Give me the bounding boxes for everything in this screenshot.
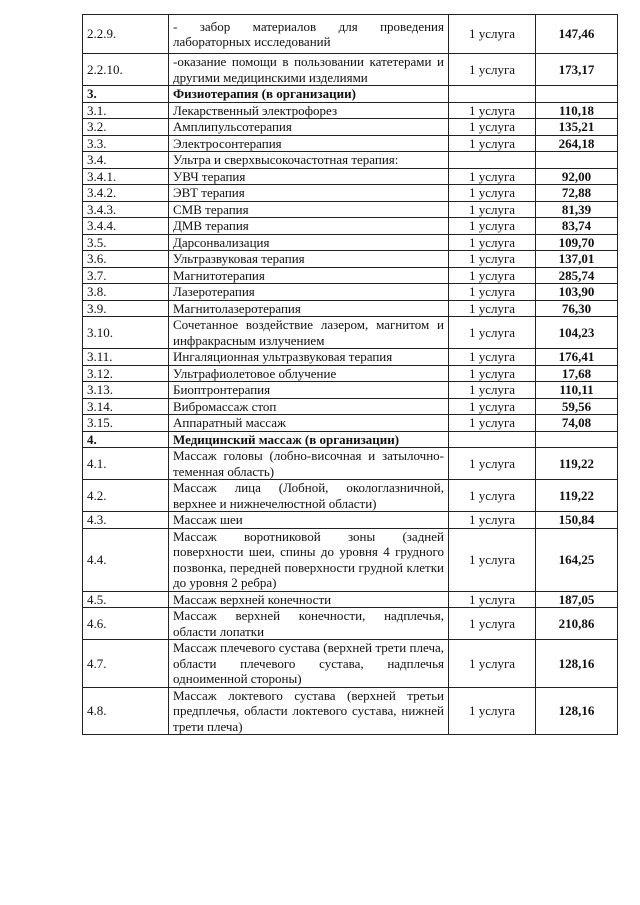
- row-number-cell: 2.2.9.: [83, 15, 169, 54]
- service-name-cell: СМВ терапия: [169, 201, 449, 218]
- unit-cell: 1 услуга: [449, 119, 536, 136]
- table-row: [83, 448, 618, 480]
- row-number-cell: 4.4.: [83, 528, 169, 591]
- table-row: [83, 365, 618, 382]
- price-cell: 164,25: [536, 528, 618, 591]
- price-cell: 147,46: [536, 15, 618, 54]
- row-number-cell: 3.1.: [83, 102, 169, 119]
- service-name-cell: Медицинский массаж (в организации): [169, 431, 449, 448]
- unit-cell: 1 услуга: [449, 185, 536, 202]
- table-row: [83, 512, 618, 529]
- price-cell: 285,74: [536, 267, 618, 284]
- row-number-cell: 3.: [83, 86, 169, 103]
- row-number-cell: 4.3.: [83, 512, 169, 529]
- row-number-cell: 3.5.: [83, 234, 169, 251]
- unit-cell: 1 услуга: [449, 398, 536, 415]
- row-number-cell: 3.4.3.: [83, 201, 169, 218]
- service-name-cell: Массаж локтевого сустава (верхней третьи предплечья, области локтевого сустава, нижней трети плеча): [169, 687, 449, 735]
- service-name-cell: Сочетанное воздействие лазером, магнитом и инфракрасным излучением: [169, 317, 449, 349]
- unit-cell: 1 услуга: [449, 608, 536, 640]
- unit-cell: 1 услуга: [449, 251, 536, 268]
- price-cell: 135,21: [536, 119, 618, 136]
- row-number-cell: 3.4.2.: [83, 185, 169, 202]
- service-name-cell: Амплипульсотерапия: [169, 119, 449, 136]
- row-number-cell: 4.8.: [83, 687, 169, 735]
- row-number-cell: 4.2.: [83, 480, 169, 512]
- service-name-cell: Массаж верхней конечности: [169, 591, 449, 608]
- table-row: [83, 480, 618, 512]
- table-row: [83, 201, 618, 218]
- row-number-cell: 3.3.: [83, 135, 169, 152]
- table-row: [83, 119, 618, 136]
- table-row: [83, 168, 618, 185]
- table-row: [83, 398, 618, 415]
- row-number-cell: 3.10.: [83, 317, 169, 349]
- table-row: [83, 234, 618, 251]
- price-cell: 264,18: [536, 135, 618, 152]
- unit-cell: 1 услуга: [449, 102, 536, 119]
- unit-cell: 1 услуга: [449, 528, 536, 591]
- table-row: [83, 415, 618, 432]
- row-number-cell: 3.15.: [83, 415, 169, 432]
- service-name-cell: Массаж верхней конечности, надплечья, области лопатки: [169, 608, 449, 640]
- price-list-body: [83, 15, 618, 735]
- price-cell: 83,74: [536, 218, 618, 235]
- service-name-cell: - забор материалов для проведения лабораторных исследований: [169, 15, 449, 54]
- service-name-cell: Вибромассаж стоп: [169, 398, 449, 415]
- row-number-cell: 3.4.4.: [83, 218, 169, 235]
- unit-cell: 1 услуга: [449, 591, 536, 608]
- row-number-cell: 3.4.: [83, 152, 169, 169]
- service-name-cell: Массаж плечевого сустава (верхней трети плеча, области плечевого сустава, надплечья одноименной стороны): [169, 640, 449, 688]
- table-row: [83, 102, 618, 119]
- price-cell: 59,56: [536, 398, 618, 415]
- service-name-cell: Ультразвуковая терапия: [169, 251, 449, 268]
- service-name-cell: ЭВТ терапия: [169, 185, 449, 202]
- table-row: [83, 382, 618, 399]
- service-name-cell: Аппаратный массаж: [169, 415, 449, 432]
- price-cell: 128,16: [536, 687, 618, 735]
- unit-cell: 1 услуга: [449, 218, 536, 235]
- price-cell: 119,22: [536, 480, 618, 512]
- unit-cell: 1 услуга: [449, 15, 536, 54]
- unit-cell: 1 услуга: [449, 365, 536, 382]
- price-cell: [536, 431, 618, 448]
- row-number-cell: 3.4.1.: [83, 168, 169, 185]
- price-cell: [536, 152, 618, 169]
- price-cell: 110,18: [536, 102, 618, 119]
- table-row: [83, 687, 618, 735]
- table-row: [83, 349, 618, 366]
- row-number-cell: 3.6.: [83, 251, 169, 268]
- service-name-cell: Физиотерапия (в организации): [169, 86, 449, 103]
- row-number-cell: 3.13.: [83, 382, 169, 399]
- service-name-cell: Ультрафиолетовое облучение: [169, 365, 449, 382]
- unit-cell: 1 услуга: [449, 284, 536, 301]
- unit-cell: [449, 431, 536, 448]
- price-cell: 187,05: [536, 591, 618, 608]
- row-number-cell: 3.2.: [83, 119, 169, 136]
- price-cell: 72,88: [536, 185, 618, 202]
- table-row: [83, 528, 618, 591]
- table-row: [83, 185, 618, 202]
- price-cell: 81,39: [536, 201, 618, 218]
- unit-cell: 1 услуга: [449, 448, 536, 480]
- table-row: [83, 251, 618, 268]
- price-cell: 92,00: [536, 168, 618, 185]
- price-cell: 137,01: [536, 251, 618, 268]
- unit-cell: 1 услуга: [449, 640, 536, 688]
- unit-cell: 1 услуга: [449, 382, 536, 399]
- service-name-cell: Электросонтерапия: [169, 135, 449, 152]
- unit-cell: 1 услуга: [449, 415, 536, 432]
- price-cell: 173,17: [536, 54, 618, 86]
- service-name-cell: Массаж шеи: [169, 512, 449, 529]
- table-row: [83, 300, 618, 317]
- unit-cell: 1 услуга: [449, 267, 536, 284]
- unit-cell: 1 услуга: [449, 135, 536, 152]
- price-cell: [536, 86, 618, 103]
- unit-cell: 1 услуга: [449, 300, 536, 317]
- service-name-cell: Магнитотерапия: [169, 267, 449, 284]
- row-number-cell: 4.5.: [83, 591, 169, 608]
- row-number-cell: 3.12.: [83, 365, 169, 382]
- service-name-cell: Лекарственный электрофорез: [169, 102, 449, 119]
- service-name-cell: Биоптронтерапия: [169, 382, 449, 399]
- row-number-cell: 4.6.: [83, 608, 169, 640]
- table-row: [83, 86, 618, 103]
- service-name-cell: Массаж лица (Лобной, окологлазничной, верхнее и нижнечелюстной области): [169, 480, 449, 512]
- price-cell: 74,08: [536, 415, 618, 432]
- row-number-cell: 3.7.: [83, 267, 169, 284]
- table-row: [83, 267, 618, 284]
- table-row: [83, 608, 618, 640]
- service-name-cell: УВЧ терапия: [169, 168, 449, 185]
- table-row: [83, 640, 618, 688]
- price-cell: 17,68: [536, 365, 618, 382]
- price-cell: 109,70: [536, 234, 618, 251]
- table-row: [83, 218, 618, 235]
- unit-cell: 1 услуга: [449, 317, 536, 349]
- price-cell: 76,30: [536, 300, 618, 317]
- price-list-table: [82, 14, 618, 735]
- service-name-cell: ДМВ терапия: [169, 218, 449, 235]
- price-cell: 110,11: [536, 382, 618, 399]
- table-row: [83, 15, 618, 54]
- unit-cell: [449, 152, 536, 169]
- table-row: [83, 431, 618, 448]
- price-cell: 128,16: [536, 640, 618, 688]
- row-number-cell: 4.7.: [83, 640, 169, 688]
- service-name-cell: Ультра и сверхвысокочастотная терапия:: [169, 152, 449, 169]
- service-name-cell: Ингаляционная ультразвуковая терапия: [169, 349, 449, 366]
- table-row: [83, 317, 618, 349]
- table-row: [83, 152, 618, 169]
- unit-cell: 1 услуга: [449, 234, 536, 251]
- row-number-cell: 3.11.: [83, 349, 169, 366]
- price-cell: 150,84: [536, 512, 618, 529]
- unit-cell: 1 услуга: [449, 512, 536, 529]
- service-name-cell: Массаж головы (лобно-височная и затылочно-теменная область): [169, 448, 449, 480]
- table-row: [83, 54, 618, 86]
- row-number-cell: 3.8.: [83, 284, 169, 301]
- table-row: [83, 135, 618, 152]
- row-number-cell: 3.9.: [83, 300, 169, 317]
- price-cell: 103,90: [536, 284, 618, 301]
- unit-cell: 1 услуга: [449, 54, 536, 86]
- unit-cell: 1 услуга: [449, 480, 536, 512]
- service-name-cell: Магнитолазеротерапия: [169, 300, 449, 317]
- unit-cell: 1 услуга: [449, 349, 536, 366]
- row-number-cell: 3.14.: [83, 398, 169, 415]
- row-number-cell: 2.2.10.: [83, 54, 169, 86]
- service-name-cell: Дарсонвализация: [169, 234, 449, 251]
- price-cell: 104,23: [536, 317, 618, 349]
- row-number-cell: 4.1.: [83, 448, 169, 480]
- unit-cell: [449, 86, 536, 103]
- unit-cell: 1 услуга: [449, 168, 536, 185]
- service-name-cell: Лазеротерапия: [169, 284, 449, 301]
- price-cell: 119,22: [536, 448, 618, 480]
- service-name-cell: Массаж воротниковой зоны (задней поверхности шеи, спины до уровня 4 грудного позвонка, передней поверхности грудной клетки до уровня 2 ребра): [169, 528, 449, 591]
- service-name-cell: -оказание помощи в пользовании катетерами и другими медицинскими изделиями: [169, 54, 449, 86]
- price-cell: 210,86: [536, 608, 618, 640]
- table-row: [83, 284, 618, 301]
- row-number-cell: 4.: [83, 431, 169, 448]
- table-row: [83, 591, 618, 608]
- unit-cell: 1 услуга: [449, 201, 536, 218]
- price-cell: 176,41: [536, 349, 618, 366]
- unit-cell: 1 услуга: [449, 687, 536, 735]
